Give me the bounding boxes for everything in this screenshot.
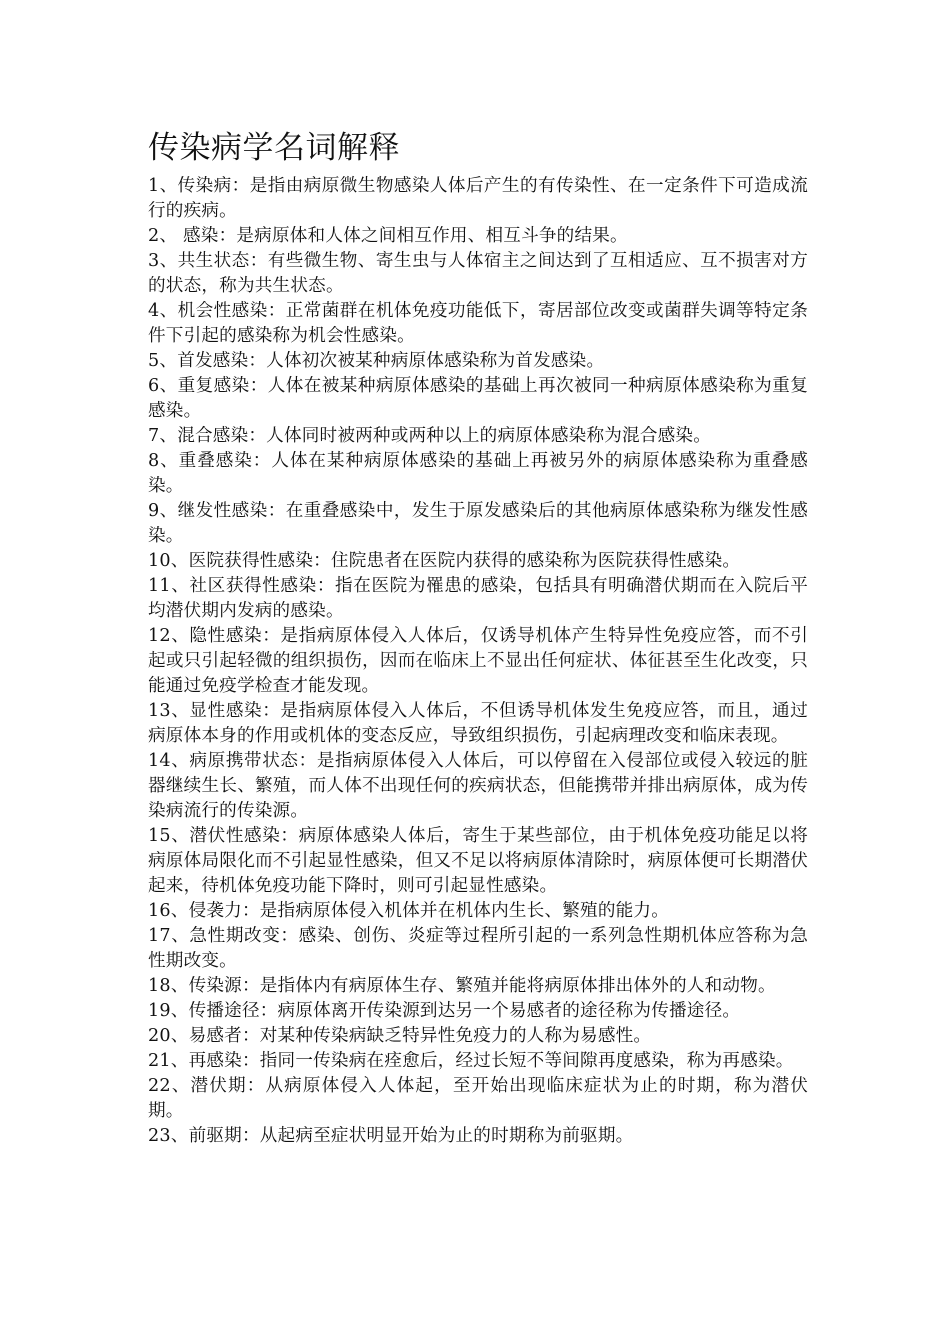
definition-item: 18、传染源：是指体内有病原体生存、繁殖并能将病原体排出体外的人和动物。	[148, 976, 776, 996]
definition-item: 22、潜伏期：从病原体侵入人体起，至开始出现临床症状为止的时期，称为潜伏期。	[148, 1076, 808, 1121]
definition-item: 10、医院获得性感染：住院患者在医院内获得的感染称为医院获得性感染。	[148, 551, 741, 571]
definition-list	[148, 174, 808, 1149]
definition-item: 16、侵袭力：是指病原体侵入机体并在机体内生长、繁殖的能力。	[148, 901, 670, 921]
definition-item: 2、 感染：是病原体和人体之间相互作用、相互斗争的结果。	[148, 226, 628, 246]
definition-item: 15、潜伏性感染：病原体感染人体后，寄生于某些部位，由于机体免疫功能足以将病原体局限化而不引起显性感染，但又不足以将病原体清除时，病原体便可长期潜伏起来，待机体免疫功能下降时，则可引起显性感染。	[148, 826, 808, 896]
document-title: 传染病学名词解释	[148, 130, 400, 166]
definition-item: 1、传染病：是指由病原微生物感染人体后产生的有传染性、在一定条件下可造成流行的疾病。	[148, 176, 808, 221]
definition-item: 17、急性期改变：感染、创伤、炎症等过程所引起的一系列急性期机体应答称为急性期改变。	[148, 926, 808, 971]
definition-item: 12、隐性感染：是指病原体侵入人体后，仅诱导机体产生特异性免疫应答，而不引起或只引起轻微的组织损伤，因而在临床上不显出任何症状、体征甚至生化改变，只能通过免疫学检查才能发现。	[148, 626, 808, 696]
document-page	[148, 128, 808, 1149]
definition-item: 6、重复感染：人体在被某种病原体感染的基础上再次被同一种病原体感染称为重复感染。	[148, 376, 808, 421]
definition-item: 21、再感染：指同一传染病在痊愈后，经过长短不等间隙再度感染，称为再感染。	[148, 1051, 794, 1071]
definition-item: 3、共生状态：有些微生物、寄生虫与人体宿主之间达到了互相适应、互不损害对方的状态，称为共生状态。	[148, 251, 808, 296]
definition-item: 4、机会性感染：正常菌群在机体免疫功能低下，寄居部位改变或菌群失调等特定条件下引起的感染称为机会性感染。	[148, 301, 808, 346]
definition-item: 23、前驱期：从起病至症状明显开始为止的时期称为前驱期。	[148, 1126, 634, 1146]
definition-item: 11、社区获得性感染：指在医院为罹患的感染，包括具有明确潜伏期而在入院后平均潜伏期内发病的感染。	[148, 576, 808, 621]
definition-item: 5、首发感染：人体初次被某种病原体感染称为首发感染。	[148, 351, 605, 371]
definition-item: 13、显性感染：是指病原体侵入人体后，不但诱导机体发生免疫应答，而且，通过病原体本身的作用或机体的变态反应，导致组织损伤，引起病理改变和临床表现。	[148, 701, 808, 746]
definition-item: 7、混合感染：人体同时被两种或两种以上的病原体感染称为混合感染。	[148, 426, 712, 446]
definition-item: 14、病原携带状态：是指病原体侵入人体后，可以停留在入侵部位或侵入较远的脏器继续生长、繁殖，而人体不出现任何的疾病状态，但能携带并排出病原体，成为传染病流行的传染源。	[148, 751, 808, 821]
definition-item: 19、传播途径：病原体离开传染源到达另一个易感者的途径称为传播途径。	[148, 1001, 741, 1021]
definition-item: 20、易感者：对某种传染病缺乏特异性免疫力的人称为易感性。	[148, 1026, 652, 1046]
definition-item: 9、继发性感染：在重叠感染中，发生于原发感染后的其他病原体感染称为继发性感染。	[148, 501, 808, 546]
definition-item: 8、重叠感染：人体在某种病原体感染的基础上再被另外的病原体感染称为重叠感染。	[148, 451, 808, 496]
